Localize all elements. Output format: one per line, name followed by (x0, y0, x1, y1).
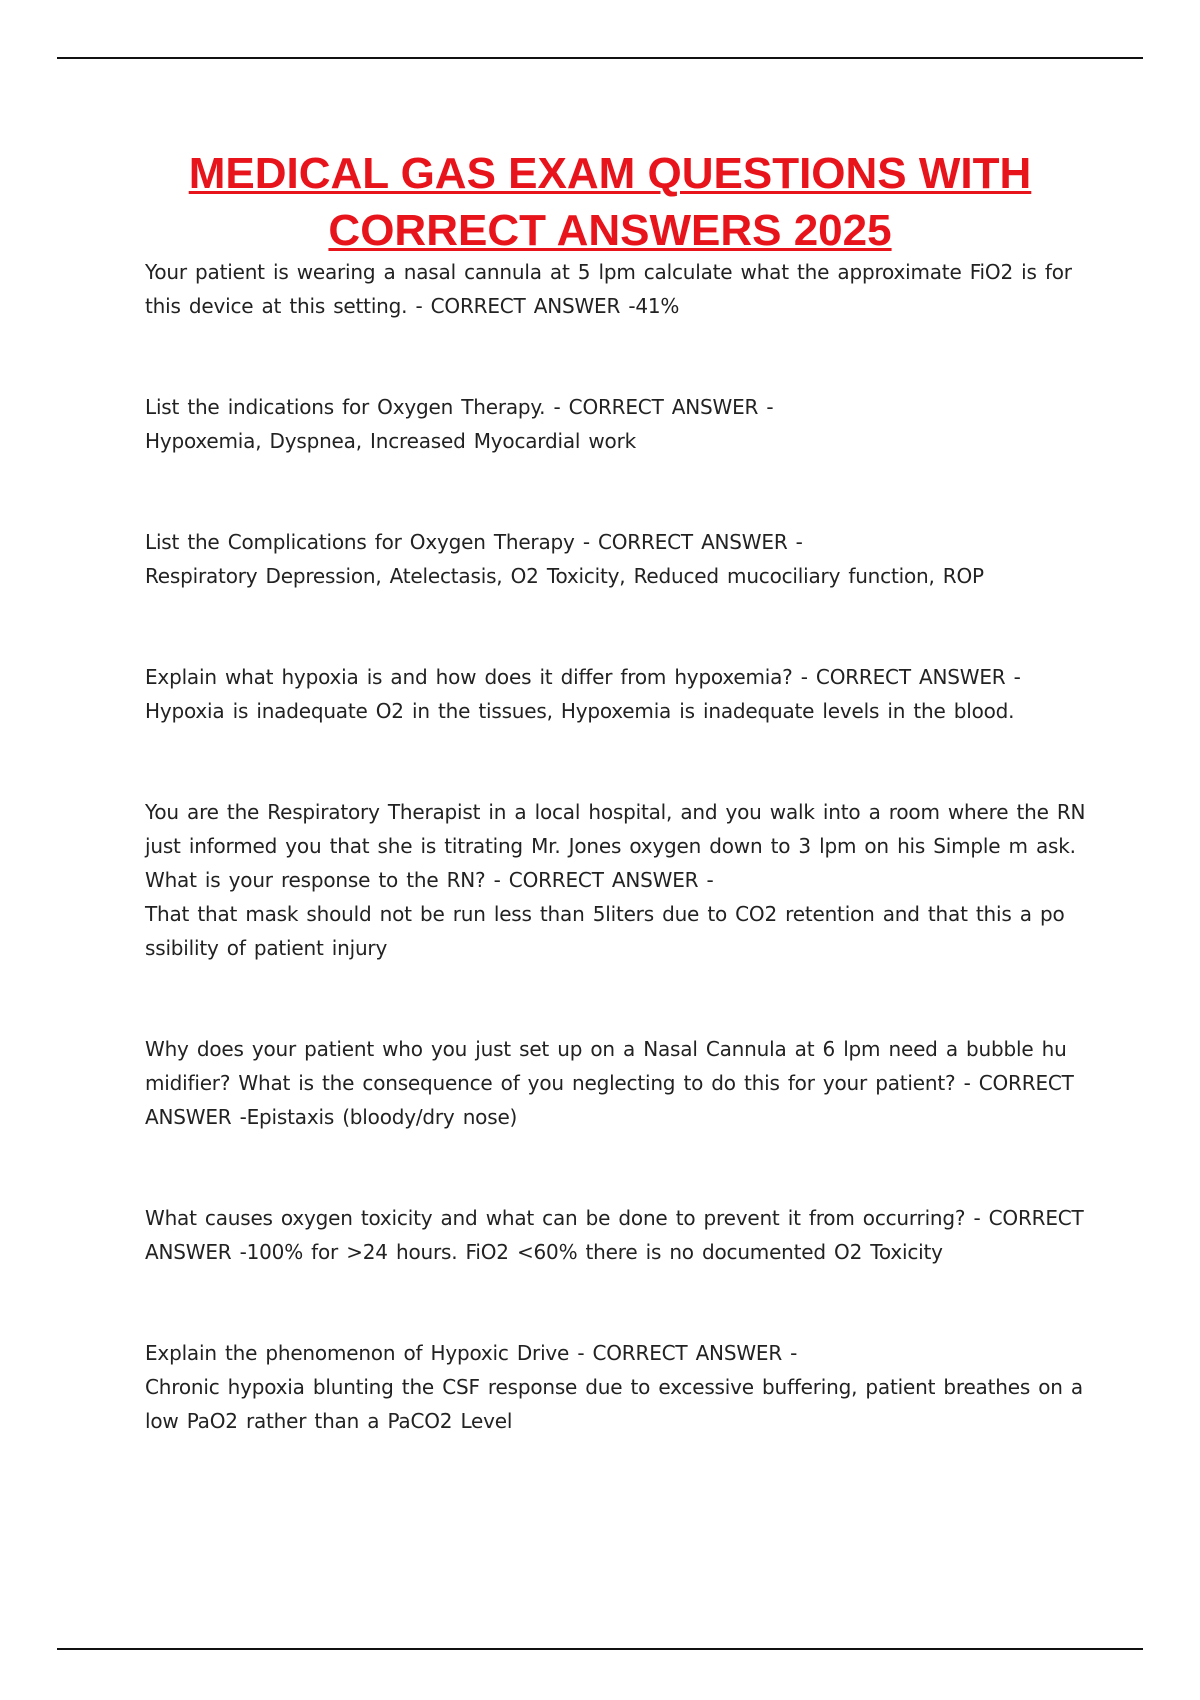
qa-item (145, 525, 1090, 593)
qa-item (145, 660, 1090, 728)
qa-item (145, 1336, 1090, 1438)
answer-marker: - CORRECT ANSWER - (145, 1206, 1084, 1264)
answer-marker: - CORRECT ANSWER - (485, 868, 714, 892)
title-line-2: CORRECT ANSWERS 2025 (328, 206, 892, 255)
question-text: List the indications for Oxygen Therapy. (145, 395, 546, 419)
qa-item (145, 255, 1090, 323)
answer-text: Hypoxia is inadequate O2 in the tissues, Hypoxemia is inadequate levels in the blood. (145, 699, 1015, 723)
title-line-1: MEDICAL GAS EXAM QUESTIONS WITH (188, 149, 1032, 198)
answer-marker: - CORRECT ANSWER - (545, 395, 774, 419)
question-text: Your patient is wearing a nasal cannula at 5 lpm calculate what the approximate FiO2 is for this device at this setting. (145, 260, 1072, 318)
answer-text: 100% for >24 hours. FiO2 <60% there is no documented O2 Toxicity (246, 1240, 943, 1264)
qa-item (145, 1032, 1090, 1134)
document-title (140, 145, 1080, 259)
question-text: List the Complications for Oxygen Therapy (145, 530, 575, 554)
qa-item (145, 795, 1090, 965)
question-text: Explain the phenomenon of Hypoxic Drive (145, 1341, 570, 1365)
question-answer-list (145, 255, 1090, 1438)
answer-marker: - CORRECT ANSWER - (145, 1071, 1074, 1129)
answer-marker: - CORRECT ANSWER - (574, 530, 803, 554)
footer-rule (57, 1648, 1143, 1650)
answer-text: 41% (635, 294, 680, 318)
answer-text: Chronic hypoxia blunting the CSF response due to excessive buffering, patient breathes on a low PaO2 rather than a PaCO2 Level (145, 1375, 1083, 1433)
answer-marker: - CORRECT ANSWER - (569, 1341, 798, 1365)
question-text: What causes oxygen toxicity and what can be done to prevent it from occurring? (145, 1206, 966, 1230)
header-rule (57, 57, 1143, 59)
answer-text: That that mask should not be run less than 5liters due to CO2 retention and that this a po ssibility of patient injury (145, 902, 1065, 960)
question-text: Explain what hypoxia is and how does it differ from hypoxemia? (145, 665, 793, 689)
question-text: Why does your patient who you just set up on a Nasal Cannula at 6 lpm need a bubble hu midifier? What is the consequence of you neglecting to do this for your patient? (145, 1037, 1067, 1095)
answer-marker: - CORRECT ANSWER - (792, 665, 1021, 689)
answer-text: Epistaxis (bloody/dry nose) (246, 1105, 518, 1129)
answer-marker: - CORRECT ANSWER - (407, 294, 636, 318)
qa-item (145, 390, 1090, 458)
answer-text: Hypoxemia, Dyspnea, Increased Myocardial work (145, 429, 636, 453)
answer-text: Respiratory Depression, Atelectasis, O2 Toxicity, Reduced mucociliary function, ROP (145, 564, 984, 588)
qa-item (145, 1201, 1090, 1269)
question-text: You are the Respiratory Therapist in a local hospital, and you walk into a room where the RN just informed you that she is titrating Mr. Jones oxygen down to 3 lpm on his Simple m ask. What is your response to the RN? (145, 800, 1086, 892)
